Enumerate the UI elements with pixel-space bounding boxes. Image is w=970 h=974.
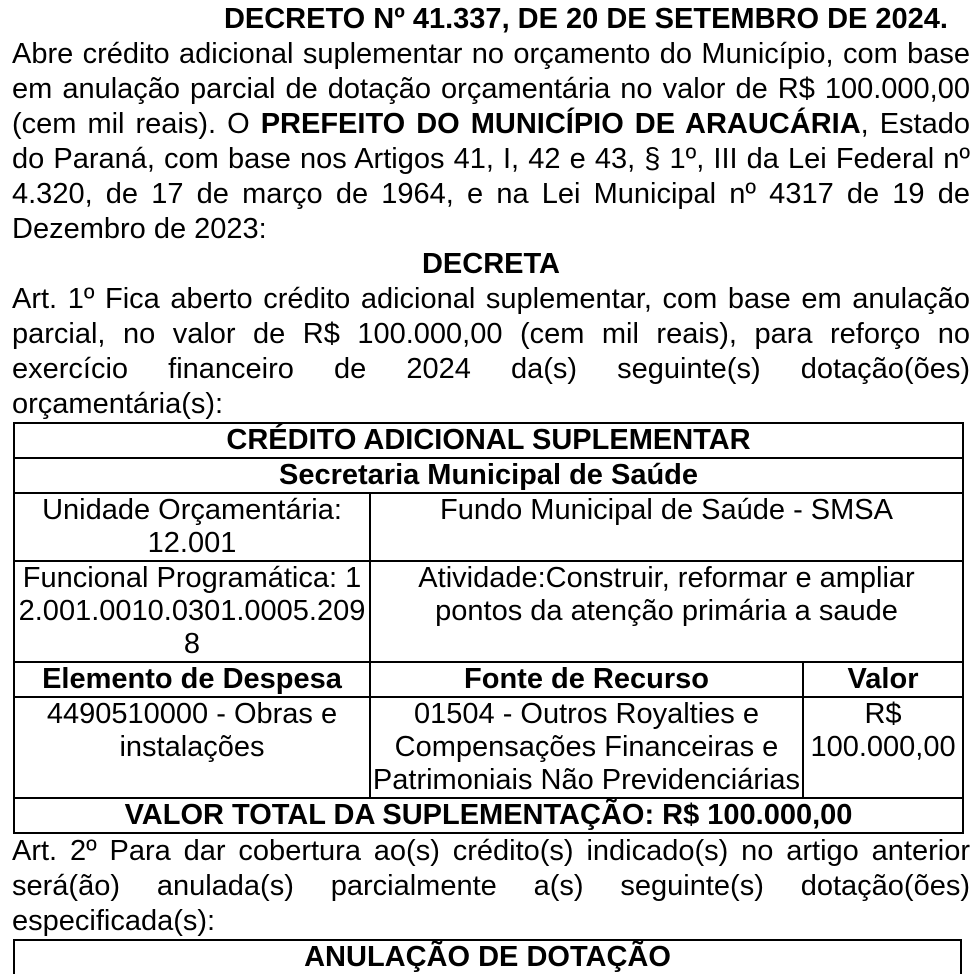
header-elemento: Elemento de Despesa [14,662,370,697]
credit-table-title: CRÉDITO ADICIONAL SUPLEMENTAR [14,423,963,458]
preamble-text-1: Abre crédito adicional suplementar no orçamento do Município, com base em anulação parcial de dotação orçamentária no valor de R$ 100.000,00 (cem mil reais). O [12,38,970,140]
article-2: Art. 2º Para dar cobertura ao(s) crédito(s) indicado(s) no artigo anterior será(ão) anulada(s) parcialmente a(s) seguinte(s) dotação(ões) especificada(s): [12,835,970,937]
header-valor: Valor [803,662,963,697]
unidade-label: Unidade Orçamentária: 12.001 [14,493,370,561]
decree-title: DECRETO Nº 41.337, DE 20 DE SETEMBRO DE 2024. [223,3,948,35]
credit-table [13,422,964,834]
cell-elemento: 4490510000 - Obras e instalações [14,697,370,798]
header-fonte: Fonte de Recurso [370,662,803,697]
decree-preamble [12,37,970,247]
decree-document [12,2,970,974]
cell-valor: R$ 100.000,00 [803,697,963,798]
preamble-authority: PREFEITO DO MUNICÍPIO DE ARAUCÁRIA [260,108,861,140]
unidade-value: Fundo Municipal de Saúde - SMSA [370,493,963,561]
decreta-heading: DECRETA [421,248,561,280]
annulment-table [13,939,962,974]
article-1: Art. 1º Fica aberto crédito adicional suplementar, com base em anulação parcial, no valor de R$ 100.000,00 (cem mil reais), para reforço no exercício financeiro de 2024 da(s) seguinte(s) dotação(ões) orçamentária(s): [12,283,970,420]
annulment-table-title: ANULAÇÃO DE DOTAÇÃO [14,940,961,974]
secretaria-name: Secretaria Municipal de Saúde [14,458,963,493]
funcional-label: Funcional Programática: 12.001.0010.0301.0005.2098 [14,561,370,662]
cell-fonte: 01504 - Outros Royalties e Compensações Financeiras e Patrimoniais Não Previdenciárias [370,697,803,798]
preamble-text-2: , Estado do Paraná, com base nos Artigos 41, I, 42 e 43, § 1º, III da Lei Federal nº 4.320, de 17 de março de 1964, e na Lei Municipal nº 4317 de 19 de Dezembro de 2023: [12,108,970,245]
funcional-value: Atividade:Construir, reformar e ampliar pontos da atenção primária a saude [370,561,963,662]
credit-total: VALOR TOTAL DA SUPLEMENTAÇÃO: R$ 100.000,00 [14,798,963,833]
